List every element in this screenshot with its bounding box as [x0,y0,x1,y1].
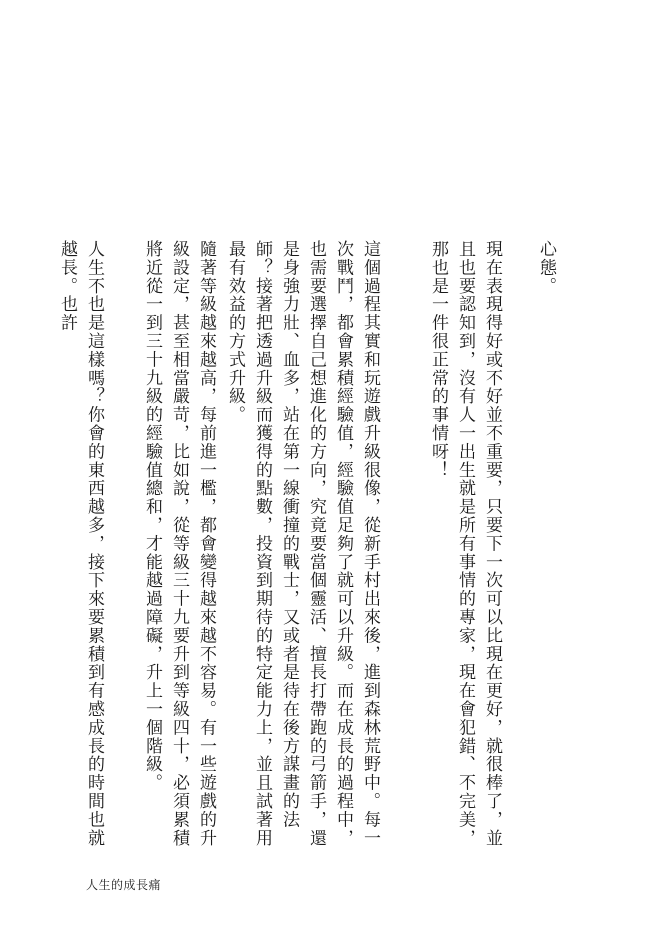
paragraph-higher-levels: 隨著等級越來越高，每前進一檻，都會變得越來越不容易。有一些遊戲的升級設定，甚至相當嚴苛，比如說，從等級三十九要升到等級四十，必須累積將近從一到三十九級的經驗值總和，才能越過障礙，升上一個階級。 [142,240,216,848]
running-footer-title: 人生的成長痛 [86,878,162,892]
paragraph-better-than-before: 現在表現得好或不好並不重要，只要下一次可以比現在更好，就很棒了，並且也要認知到，沒有人一出生就是所有事情的專家，現在會犯錯、不完美，那也是一件很正常的事情呀！ [428,240,502,848]
paragraph-mindset-ending: 心態。 [536,240,556,296]
paragraph-life-analogy: 人生不也是這樣嗎？你會的東西越多，接下來要累積到有感成長的時間也就越長。也許 [57,240,104,848]
paragraph-game-leveling: 這個過程其實和玩遊戲升級很像，從新手村出來後，進到森林荒野中。每一次戰鬥，都會累積經驗值，經驗值足夠了就可以升級。而在成長的過程中，也需要選擇自己想進化的方向，究竟要當個靈活、擅長打帶跑的弓箭手，還是身強力壯、血多，站在第一線衝撞的戰士，又或者是待在後方謀畫的法師？接著把透過升級而獲得的點數，投資到期待的特定能力上，並且試著用最有效益的方式升級。 [225,240,380,848]
